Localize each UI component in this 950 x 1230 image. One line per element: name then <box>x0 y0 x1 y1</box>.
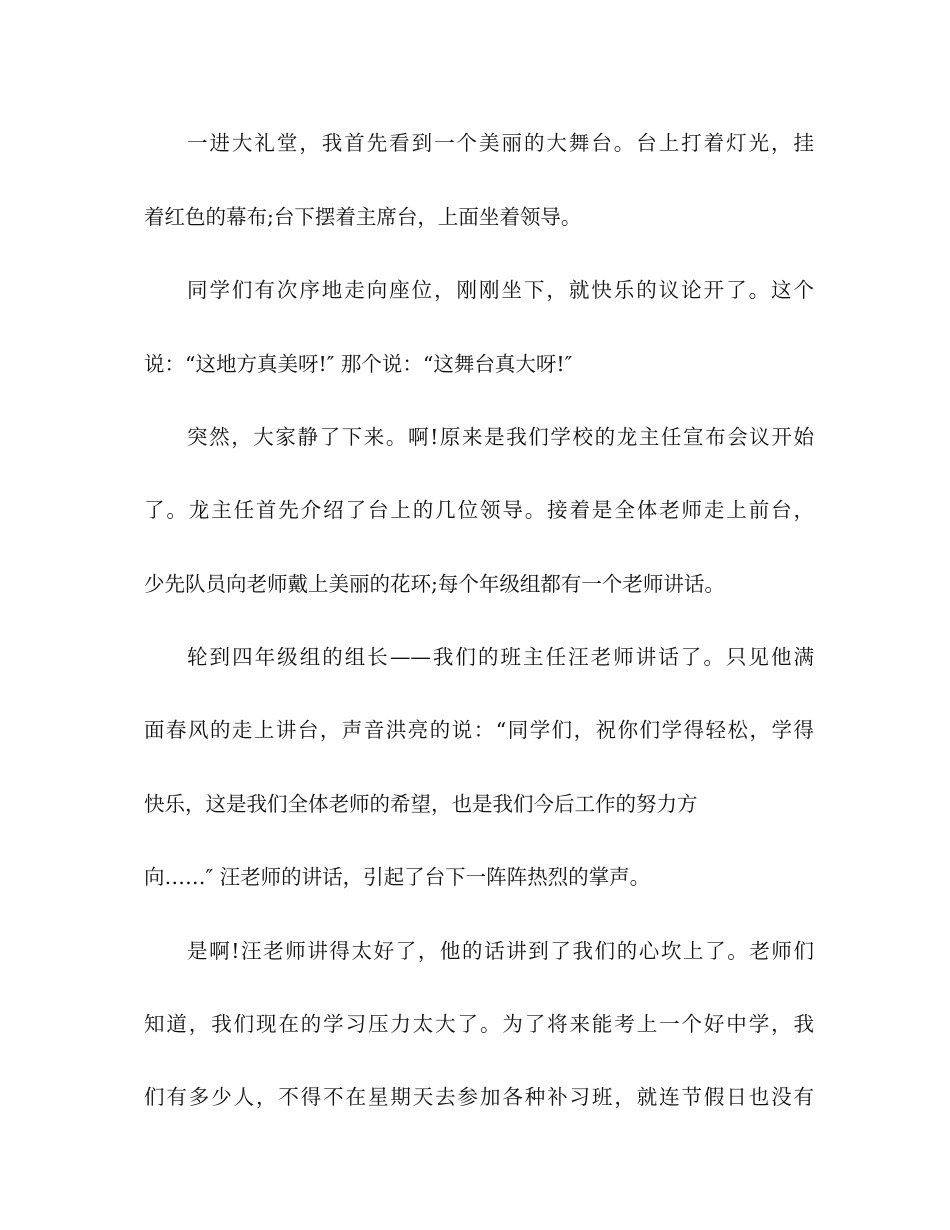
paragraph-2-line-2: 说：“这地方真美呀!″ 那个说：“这舞台真大呀!″ <box>144 352 573 376</box>
paragraph-4-line-3: 快乐，这是我们全体老师的希望，也是我们今后工作的努力方 <box>144 792 698 816</box>
paragraph-3-line-3: 少先队员向老师戴上美丽的花环;每个年级组都有一个老师讲话。 <box>144 572 725 596</box>
paragraph-3-line-1: 突然，大家静了下来。啊!原来是我们学校的龙主任宣布会议开始 <box>187 425 814 449</box>
paragraph-4-line-2: 面春风的走上讲台，声音洪亮的说：“同学们，祝你们学得轻松，学得 <box>144 718 814 742</box>
paragraph-5-line-1: 是啊!汪老师讲得太好了，他的话讲到了我们的心坎上了。老师们 <box>187 939 814 963</box>
paragraph-4-line-1: 轮到四年级组的组长——我们的班主任汪老师讲话了。只见他满 <box>187 645 814 669</box>
paragraph-1-line-2: 着红色的幕布;台下摆着主席台，上面坐着领导。 <box>144 205 582 229</box>
paragraph-5-line-2: 知道，我们现在的学习压力太大了。为了将来能考上一个好中学，我 <box>144 1012 814 1036</box>
paragraph-4-line-4: 向……″ 汪老师的讲话，引起了台下一阵阵热烈的掌声。 <box>144 865 651 889</box>
paragraph-5-line-3: 们有多少人，不得不在星期天去参加各种补习班，就连节假日也没有 <box>144 1085 814 1109</box>
paragraph-1-line-1: 一进大礼堂，我首先看到一个美丽的大舞台。台上打着灯光，挂 <box>187 131 814 155</box>
paragraph-3-line-2: 了。龙主任首先介绍了台上的几位领导。接着是全体老师走上前台， <box>144 498 814 522</box>
paragraph-2-line-1: 同学们有次序地走向座位，刚刚坐下，就快乐的议论开了。这个 <box>187 278 814 302</box>
